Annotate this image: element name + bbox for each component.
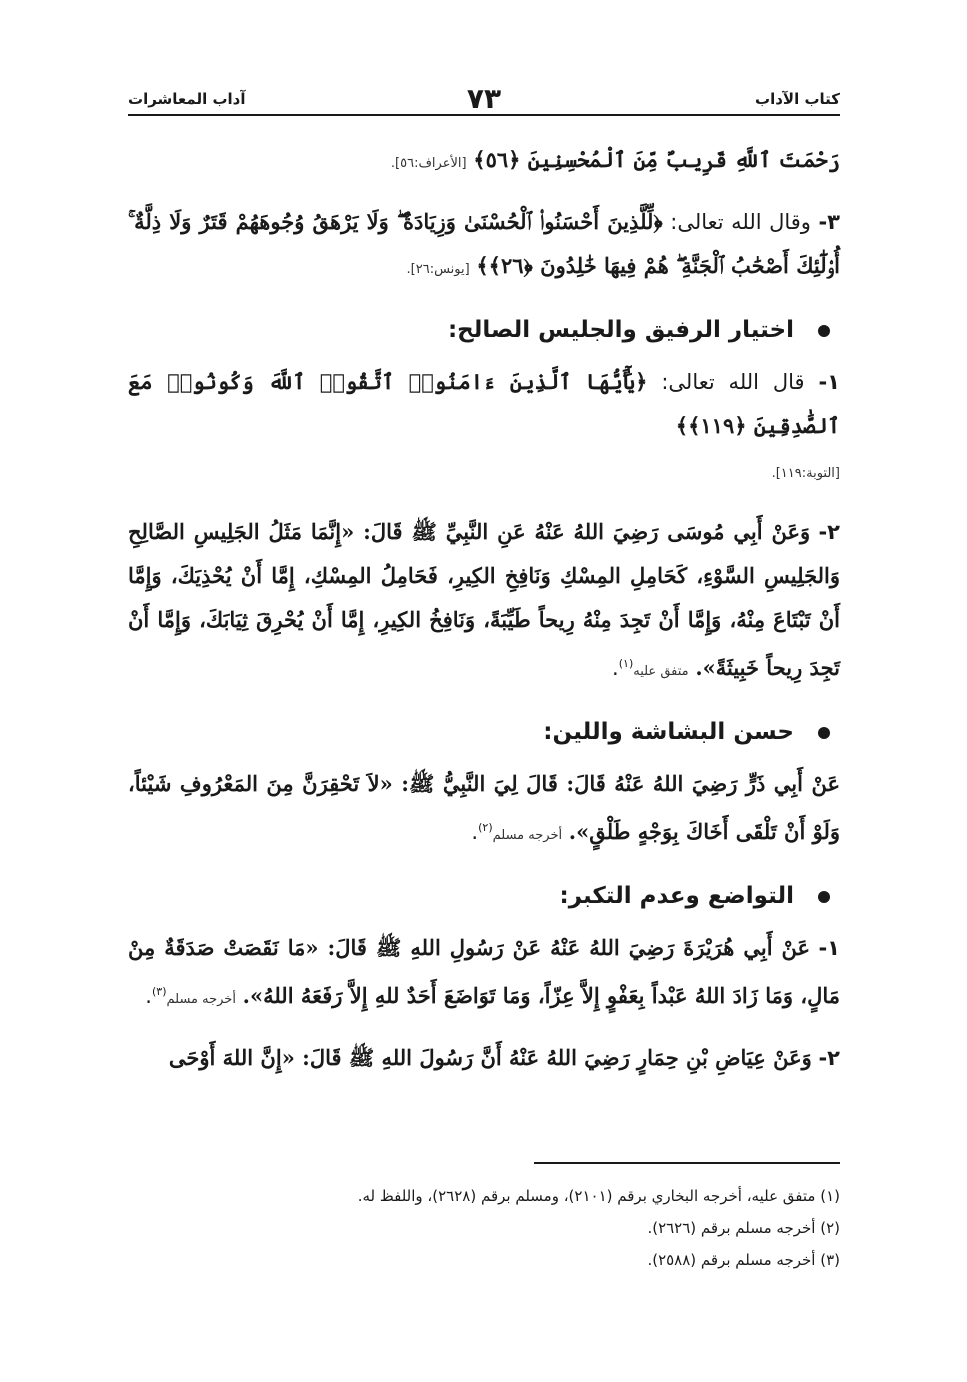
bullet-icon (818, 891, 830, 903)
hadith-source: أخرجه مسلم (166, 992, 236, 1007)
heading-text: التواضع وعدم التكبر: (559, 883, 794, 909)
verse-continuation (128, 138, 840, 186)
item-number: ١- (818, 936, 840, 960)
hadith-source: متفق عليه (633, 664, 689, 679)
footnote-marker[interactable]: (١) (618, 657, 634, 670)
verse-reference: [الأعراف:٥٦]. (390, 156, 467, 171)
item-number: ١- (818, 370, 840, 394)
footnote-marker[interactable]: (٣) (151, 985, 167, 998)
list-item-2: ٢- وَعَنْ أَبِي مُوسَى رَضِيَ اللهُ عَنْهُ عَنِ النَّبِيِّ ﷺ قَالَ: «إِنَّمَا مَثَلُ الجَلِيسِ الصَّالِحِ وَالجَلِيسِ السَّوْءِ، كَحَامِلِ المِسْكِ وَنَافِخِ الكِيرِ، فَحَامِلُ المِسْكِ، إِمَّا أَنْ يُحْذِيَكَ، وَإِمَّا أَنْ تَبْتَاعَ مِنْهُ، وَإِمَّا أَنْ تَجِدَ مِنْهُ رِيحاً طَيِّبَةً، وَنَافِخُ الكِيرِ، إِمَّا أَنْ يُحْرِقَ ثِيَابَكَ، وَإِمَّا أَنْ تَجِدَ رِيحاً خَبِيثَةً». متفق عليه$^{(١)}$. (128, 519, 840, 680)
book-title: كتاب الآداب (755, 90, 840, 108)
heading-text: اختيار الرفيق والجليس الصالح: (447, 317, 794, 343)
verse-text: ﴿يَٰٓأَيُّهَا ٱلَّذِينَ ءَامَنُوا۟ ٱتَّقُوا۟ ٱللَّهَ وَكُونُوا۟ مَعَ ٱلصَّٰدِقِينَ ﴿١١٩﴾﴾ (128, 369, 840, 438)
running-header (128, 82, 840, 115)
hadith-paragraph: عَنْ أَبِي ذَرٍّ رَضِيَ اللهُ عَنْهُ قَالَ: قَالَ لِيَ النَّبِيُّ ﷺ: «لاَ تَحْقِرَنَّ مِنَ المَعْرُوفِ شَيْئاً، وَلَوْ أَنْ تَلْقَى أَخَاكَ بِوَجْهٍ طَلْقٍ». أخرجه مسلم$^{(٢)}$. (128, 771, 840, 844)
verse-reference: [يونس:٢٦]. (406, 262, 470, 277)
item-number: ٢- (818, 1046, 840, 1070)
footnote-rule (534, 1162, 840, 1164)
item-intro: قال الله تعالى: (661, 370, 805, 394)
section-heading-cheerfulness (128, 708, 840, 756)
chapter-title: آداب المعاشرات (128, 90, 246, 108)
verse-reference: [التوبة:١١٩]. (771, 466, 840, 481)
header-rule (128, 114, 840, 116)
book-page (128, 74, 840, 1334)
item-intro: وقال الله تعالى: (670, 210, 811, 234)
footnote-3: (٣) أخرجه مسلم برقم (٢٥٨٨). (647, 1251, 840, 1269)
bullet-icon (818, 325, 830, 337)
hadith-text: وَعَنْ عِيَاضِ بْنِ حِمَارٍ رَضِيَ اللهُ عَنْهُ أَنَّ رَسُولَ اللهِ ﷺ قَالَ: «إِنَّ اللهَ أَوْحَى (168, 1045, 812, 1070)
footnotes (128, 1180, 840, 1276)
section-heading-humility (128, 872, 840, 920)
bullet-icon (818, 727, 830, 739)
footnote-1: (١) متفق عليه، أخرجه البخاري برقم (٢١٠١)، ومسلم برقم (٢٦٢٨)، واللفظ له. (357, 1187, 840, 1205)
section-heading-companion (128, 306, 840, 354)
footnote-marker[interactable]: (٢) (478, 821, 493, 834)
hadith-text: وَعَنْ أَبِي مُوسَى رَضِيَ اللهُ عَنْهُ عَنِ النَّبِيِّ ﷺ قَالَ: «إِنَّمَا مَثَلُ الجَلِيسِ الصَّالِحِ وَالجَلِيسِ السَّوْءِ، كَحَامِلِ المِسْكِ وَنَافِخِ الكِيرِ، فَحَامِلُ المِسْكِ، إِمَّا أَنْ يُحْذِيَكَ، وَإِمَّا أَنْ تَبْتَاعَ مِنْهُ، وَإِمَّا أَنْ تَجِدَ مِنْهُ رِيحاً طَيِّبَةً، وَنَافِخُ الكِيرِ، إِمَّا أَنْ يُحْرِقَ ثِيَابَكَ، وَإِمَّا أَنْ تَجِدَ رِيحاً خَبِيثَةً». (128, 519, 840, 680)
list-item-1: ١- عَنْ أَبِي هُرَيْرَةَ رَضِيَ اللهُ عَنْهُ عَنْ رَسُولِ اللهِ ﷺ قَالَ: «مَا نَقَصَتْ صَدَقَةٌ مِنْ مَالٍ، وَمَا زَادَ اللهُ عَبْداً بِعَفْوٍ إِلاَّ عِزّاً، وَمَا تَوَاضَعَ أَحَدٌ للهِ إِلاَّ رَفَعَهُ اللهُ». أخرجه مسلم$^{(٣)}$. (128, 935, 840, 1008)
hadith-source: أخرجه مسلم (492, 828, 563, 843)
verse-text: رَحْمَتَ ٱللَّهِ قَرِيبٌ مِّنَ ٱلْمُحْسِنِينَ ﴿٥٦﴾ (473, 147, 840, 172)
page-number: ٧٣ (466, 82, 502, 115)
list-item-1 (128, 360, 840, 496)
footnote-2: (٢) أخرجه مسلم برقم (٢٦٢٦). (647, 1219, 840, 1237)
verse-text: ﴿لِّلَّذِينَ أَحْسَنُوا۟ ٱلْحُسْنَىٰ وَزِيَادَةٌ ۖ وَلَا يَرْهَقُ وُجُوهَهُمْ قَتَرٌ وَلَا ذِلَّةٌ ۚ أُو۟لَٰٓئِكَ أَصْحَٰبُ ٱلْجَنَّةِ ۖ هُمْ فِيهَا خَٰلِدُونَ ﴿٢٦﴾﴾ (128, 209, 840, 278)
hadith-text: عَنْ أَبِي ذَرٍّ رَضِيَ اللهُ عَنْهُ قَالَ: قَالَ لِيَ النَّبِيُّ ﷺ: «لاَ تَحْقِرَنَّ مِنَ المَعْرُوفِ شَيْئاً، وَلَوْ أَنْ تَلْقَى أَخَاكَ بِوَجْهٍ طَلْقٍ». (128, 771, 840, 844)
page-body (128, 138, 840, 1094)
item-number: ٢- (818, 520, 840, 544)
heading-text: حسن البشاشة واللين: (543, 719, 794, 745)
list-item-3 (128, 200, 840, 292)
item-number: ٣- (818, 210, 840, 234)
hadith-text: عَنْ أَبِي هُرَيْرَةَ رَضِيَ اللهُ عَنْهُ عَنْ رَسُولِ اللهِ ﷺ قَالَ: «مَا نَقَصَتْ صَدَقَةٌ مِنْ مَالٍ، وَمَا زَادَ اللهُ عَبْداً بِعَفْوٍ إِلاَّ عِزّاً، وَمَا تَوَاضَعَ أَحَدٌ للهِ إِلاَّ رَفَعَهُ اللهُ». (128, 935, 840, 1008)
list-item-2 (128, 1036, 840, 1080)
